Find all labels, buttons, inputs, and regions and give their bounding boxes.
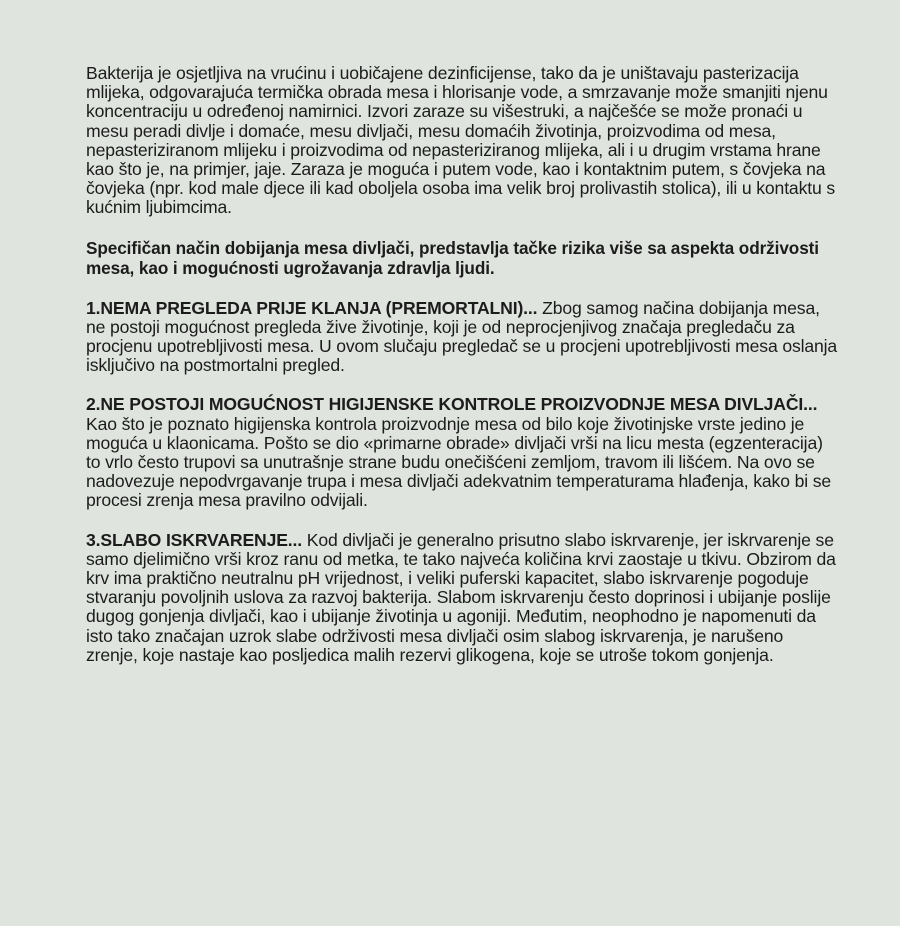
- point-paragraph-1: [86, 299, 838, 376]
- point-paragraph-3: [86, 531, 838, 665]
- point-heading-3: 3.SLABO ISKRVARENJE...: [86, 529, 303, 550]
- point-paragraph-2: [86, 395, 838, 510]
- intro-paragraph: Bakterija je osjetljiva na vrućinu i uobičajene dezinficijense, tako da je uništavaju pasterizacija mlijeka, odgovarajuća termička obrada mesa i hlorisanje vode, a smrzavanje može smanjiti njenu koncentraciju u određenoj namirnici. Izvori zaraze su višestruki, a najčešće se može pronaći u mesu peradi divlje i domaće, mesu divljači, mesu domaćih životinja, proizvodima od mesa, nepasteriziranom mlijeku i proizvodima od nepasteriziranog mlijeka, ali i u drugim vrstama hrane kao što je, na primjer, jaje. Zaraza je moguća i putem vode, kao i kontaktnim putem, s čovjeka na čovjeka (npr. kod male djece ili kad oboljela osoba ima velik broj prolivastih stolica), ili u kontaktu s kućnim ljubimcima.: [86, 63, 835, 218]
- lead-paragraph: Specifičan način dobijanja mesa divljači, predstavlja tačke rizika više sa aspekta održivosti mesa, kao i mogućnosti ugrožavanja zdravlja ljudi.: [86, 237, 819, 279]
- point-text-2: Kao što je poznato higijenska kontrola proizvodnje mesa od bilo koje životinjske vrste jedino je moguća u klaonicama. Pošto se dio «primarne obrade» divljači vrši na licu mesta (egzenteracija) to vrlo često trupovi sa unutrašnje strane budu onečišćeni zemljom, travom ili lišćem. Na ovo se nadovezuje nepodvrgavanje trupa i mesa divljači adekvatnim temperaturama hlađenja, kako bi se procesi zrenja mesa pravilno odvijali.: [86, 413, 831, 511]
- point-heading-1: 1.NEMA PREGLEDA PRIJE KLANJA (PREMORTALNI)...: [86, 297, 538, 318]
- point-text-1: Zbog samog načina dobijanja mesa, ne postoji mogućnost pregleda žive životinje, koji je od neprocjenjivog značaja pregledaču za procjenu upotrebljivosti mesa. U ovom slučaju pregledač se u procjeni upotrebljivosti mesa oslanja isključivo na postmortalni pregled.: [86, 297, 838, 376]
- point-text-3: Kod divljači je generalno prisutno slabo iskrvarenje, jer iskrvarenje se samo djelimično vrši kroz ranu od metka, te tako najveća količina krvi zaostaje u tkivu. Obzirom da krv ima praktično neutralnu pH vrijednost, i veliki puferski kapacitet, slabo iskrvarenje pogoduje stvaranju povoljnih uslova za razvoj bakterija. Slabom iskrvarenju često doprinosi i ubijanje poslije dugog gonjenja divljači, kao i ubijanje životinja u agoniji. Međutim, neophodno je napomenuti da isto tako značajan uzrok slabe održivosti mesa divljači osim slabog iskrvarenja, je narušeno zrenje, koje nastaje kao posljedica malih rezervi glikogena, koje se utroše tokom gonjenja.: [86, 529, 836, 665]
- point-heading-2: 2.NE POSTOJI MOGUĆNOST HIGIJENSKE KONTROLE PROIZVODNJE MESA DIVLJAČI...: [86, 394, 818, 415]
- article-body: [86, 64, 838, 685]
